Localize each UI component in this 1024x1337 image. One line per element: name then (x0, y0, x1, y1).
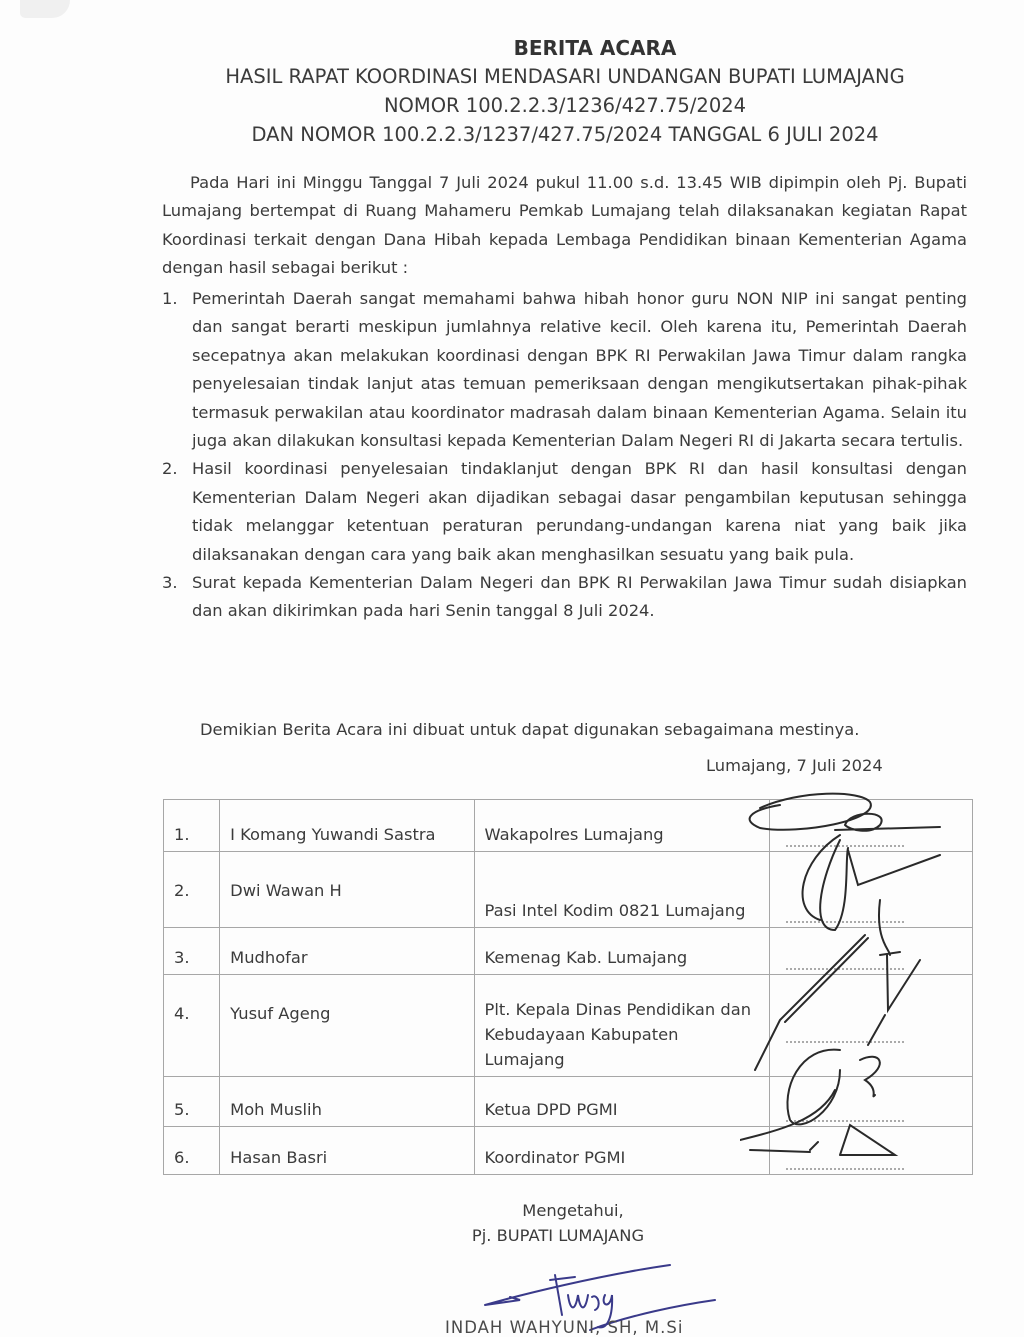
attendee-position: Koordinator PGMI (474, 1127, 769, 1175)
attendee-position: Kemenag Kab. Lumajang (474, 928, 769, 975)
row-number: 1. (164, 800, 220, 852)
signature-cell (769, 928, 972, 975)
attendee-name (220, 852, 474, 928)
attendee-name-text: Yusuf Ageng (230, 1004, 331, 1023)
scan-smudge (20, 0, 70, 18)
signature-cell (769, 1077, 972, 1127)
table-row (164, 852, 973, 928)
row-number (164, 975, 220, 1077)
signature-dotted-line (786, 1112, 904, 1122)
row-number: 3. (164, 928, 220, 975)
official-name: INDAH WAHYUNI, SH, M.Si (445, 1318, 684, 1337)
result-item (162, 455, 967, 569)
table-row (164, 1127, 973, 1175)
signature-dotted-line (786, 1160, 904, 1170)
acknowledgement-block (380, 1198, 760, 1248)
row-number (164, 852, 220, 928)
signature-cell (769, 1127, 972, 1175)
results-list (162, 285, 967, 626)
signature-dotted-line (786, 1033, 904, 1043)
row-number-text: 4. (174, 1004, 190, 1023)
result-text: Surat kepada Kementerian Dalam Negeri dan BPK RI Perwakilan Jawa Timur sudah disiapkan dan akan dikirimkan pada hari Senin tanggal 8 Juli 2024. (192, 573, 967, 621)
acknowledgement-label: Mengetahui, (522, 1201, 624, 1220)
table-row (164, 800, 973, 852)
title-block (150, 34, 980, 149)
result-text: Hasil koordinasi penyelesaian tindaklanjut dengan BPK RI dan hasil konsultasi dengan Kementerian Dalam Negeri akan dijadikan sebagai dasar pengambilan keputusan sehingga tidak melanggar ketentuan peraturan perundang-undangan karena niat yang baik jika dilaksanakan dengan cara yang baik akan menghasilkan sesuatu yang baik pula. (192, 459, 967, 564)
attendee-position: Pasi Intel Kodim 0821 Lumajang (474, 852, 769, 928)
attendee-name: Mudhofar (220, 928, 474, 975)
subtitle-line-1: HASIL RAPAT KOORDINASI MENDASARI UNDANGAN BUPATI LUMAJANG (225, 65, 905, 88)
attendee-position: Wakapolres Lumajang (474, 800, 769, 852)
attendance-table (163, 799, 973, 1175)
intro-paragraph: Pada Hari ini Minggu Tanggal 7 Juli 2024 pukul 11.00 s.d. 13.45 WIB dipimpin oleh Pj. Bupati Lumajang bertempat di Ruang Mahameru Pemkab Lumajang telah dilaksanakan kegiatan Rapat Koordinasi terkait dengan Dana Hibah kepada Lembaga Pendidikan binaan Kementerian Agama dengan hasil sebagai berikut : (162, 173, 967, 278)
result-number: 2. (162, 459, 178, 479)
table-row (164, 975, 973, 1077)
signature-dotted-line (786, 837, 904, 847)
attendee-name: I Komang Yuwandi Sastra (220, 800, 474, 852)
result-number: 1. (162, 289, 178, 308)
subtitle-line-2: NOMOR 100.2.2.3/1236/427.75/2024 (383, 94, 747, 117)
attendee-position: Ketua DPD PGMI (474, 1077, 769, 1127)
result-text: Pemerintah Daerah sangat memahami bahwa hibah honor guru NON NIP ini sangat penting dan sangat berarti meskipun jumlahnya relative kecil. Oleh karena itu, Pemerintah Daerah secepatnya akan melakukan koordinasi dengan BPK RI Perwakilan Jawa Timur dalam rangka penyelesaian tindak lanjut atas temuan pemeriksaan dengan mengikutsertakan pihak-pihak termasuk perwakilan atau koordinator madrasah dalam binaan Kementerian Agama. Selain itu juga akan dilakukan konsultasi kepada Kementerian Dalam Negeri RI di Jakarta secara tertulis. (192, 289, 967, 451)
signature-cell (769, 800, 972, 852)
row-number: 5. (164, 1077, 220, 1127)
document-title: BERITA ACARA (513, 36, 677, 60)
result-item (162, 569, 967, 626)
closing-statement: Demikian Berita Acara ini dibuat untuk dapat digunakan sebagaimana mestinya. (200, 720, 860, 739)
acknowledgement-office: Pj. BUPATI LUMAJANG (471, 1226, 645, 1245)
place-date: Lumajang, 7 Juli 2024 (706, 756, 883, 775)
result-item (162, 285, 967, 455)
result-number: 3. (162, 573, 178, 593)
signature-dotted-line (786, 960, 904, 970)
attendee-name (220, 975, 474, 1077)
attendee-name: Moh Muslih (220, 1077, 474, 1127)
row-number-text: 2. (174, 881, 190, 900)
row-number: 6. (164, 1127, 220, 1175)
signature-dotted-line (786, 913, 904, 923)
subtitle-line-3: DAN NOMOR 100.2.2.3/1237/427.75/2024 TANGGAL 6 JULI 2024 (251, 123, 879, 146)
table-row (164, 1077, 973, 1127)
signature-cell (769, 852, 972, 928)
attendee-position: Plt. Kepala Dinas Pendidikan dan Kebudayaan Kabupaten Lumajang (474, 975, 769, 1077)
attendee-name-text: Dwi Wawan H (230, 881, 342, 900)
attendee-name: Hasan Basri (220, 1127, 474, 1175)
table-row (164, 928, 973, 975)
signature-cell (769, 975, 972, 1077)
